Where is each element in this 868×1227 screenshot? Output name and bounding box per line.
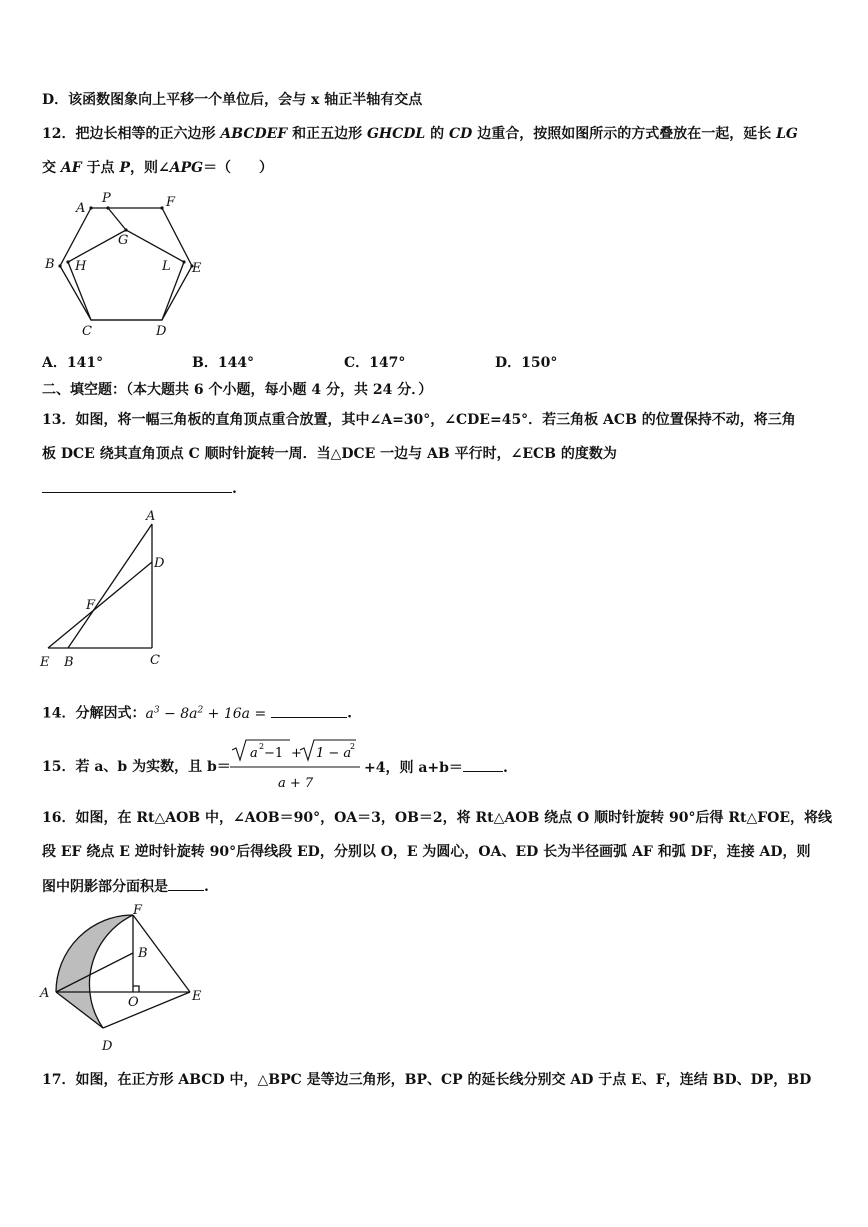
q16-arc-figure xyxy=(36,902,216,1058)
q14-mid: − 8a xyxy=(159,705,198,722)
label-d: D xyxy=(156,324,167,339)
q13-answer-blank[interactable] xyxy=(42,478,232,493)
q15-fraction xyxy=(230,738,362,796)
q15-radicals xyxy=(230,738,362,796)
q12-t11: 于点 xyxy=(81,160,120,176)
q12-option-b[interactable]: B．144° xyxy=(192,355,255,371)
q15-num-m1: −1 xyxy=(264,746,284,761)
q12-hexagon-pentagon-figure xyxy=(38,188,218,343)
label-d: D xyxy=(154,556,165,571)
q15-answer-blank[interactable] xyxy=(463,757,503,772)
q14-expression xyxy=(145,706,266,722)
q12-t14: APG xyxy=(169,160,204,176)
q12-t10: AF xyxy=(60,160,82,176)
label-h: H xyxy=(75,259,87,274)
q15-period: . xyxy=(502,760,508,776)
q16-text: 图中阴影部分面积是 xyxy=(42,879,168,895)
q16-line3 xyxy=(42,876,832,897)
q15-suffix: +4，则 a+b＝ xyxy=(364,760,463,776)
label-e: E xyxy=(192,989,202,1004)
label-f: F xyxy=(166,195,176,210)
q16-line1: 16．如图，在 Rt△AOB 中，∠AOB＝90°，OA＝3，OB＝2，将 Rt△AOB 绕点 O 顺时针旋转 90°后得 Rt△FOE，将线 xyxy=(42,810,833,826)
q12-t4: GHCDL xyxy=(366,126,426,142)
section-heading: 二、填空题：（本大题共 6 个小题，每小题 4 分，共 24 分．） xyxy=(42,382,433,398)
q12-text-line2 xyxy=(42,158,832,178)
q12-option-d[interactable]: D．150° xyxy=(495,355,558,371)
label-o: O xyxy=(128,995,139,1010)
q15-num-a: a xyxy=(250,746,258,761)
q12-t8: LG xyxy=(776,126,798,142)
q15-num-sup: 2 xyxy=(259,742,265,751)
q12-text-line1 xyxy=(42,124,832,144)
q12-t12: P xyxy=(119,160,130,176)
q12-t7: 边重合，按照如图所示的方式叠放在一起，延长 xyxy=(472,126,777,142)
q14-a: a xyxy=(145,705,154,722)
q12-t13: ，则∠ xyxy=(129,160,170,176)
q13-answer-line xyxy=(42,478,832,499)
label-f: F xyxy=(86,598,96,613)
q14-line xyxy=(42,700,832,724)
q12-t1: 12．把边长相等的正六边形 xyxy=(42,126,221,142)
label-d: D xyxy=(102,1039,113,1054)
q12-option-c[interactable]: C．147° xyxy=(344,355,406,371)
q14-period: . xyxy=(347,705,352,722)
q11-option-d: D．该函数图象向上平移一个单位后，会与 x 轴正半轴有交点 xyxy=(42,92,423,108)
label-p: P xyxy=(102,191,111,206)
q15-num-sup2: 2 xyxy=(350,742,356,751)
q13-line1: 13．如图，将一幅三角板的直角顶点重合放置，其中∠A=30°，∠CDE=45°．若三角板 ACB 的位置保持不动，将三角 xyxy=(42,412,796,428)
label-f: F xyxy=(133,903,143,918)
label-e: E xyxy=(192,261,202,276)
q12-option-a[interactable]: A．141° xyxy=(42,355,104,371)
q14-answer-blank[interactable] xyxy=(271,703,347,718)
q16-answer-blank[interactable] xyxy=(168,876,204,891)
q14-exp2: 2 xyxy=(197,705,204,715)
q13-line2: 板 DCE 绕其直角顶点 C 顺时针旋转一周．当△DCE 一边与 AB 平行时，∠ECB 的度数为 xyxy=(42,446,617,462)
label-l: L xyxy=(162,259,171,274)
q14-prefix: 14．分解因式： xyxy=(42,705,146,722)
q15-suffix-line xyxy=(364,757,664,778)
q12-t15: ＝（ ） xyxy=(203,160,274,176)
label-a: A xyxy=(40,986,50,1001)
q17-line1: 17．如图，在正方形 ABCD 中，△BPC 是等边三角形，BP、CP 的延长线分别交 AD 于点 E、F，连结 BD、DP，BD xyxy=(42,1072,812,1088)
q16-period: . xyxy=(204,879,209,895)
q15-num-plus: + xyxy=(291,746,302,761)
q12-t9: 交 xyxy=(42,160,61,176)
q12-options xyxy=(42,352,642,372)
label-c: C xyxy=(82,324,92,339)
q12-t6: CD xyxy=(449,126,473,142)
q12-t5: 的 xyxy=(425,126,450,142)
label-b: B xyxy=(138,946,148,961)
q12-t3: 和正五边形 xyxy=(287,126,367,142)
label-g: G xyxy=(118,233,129,248)
label-c: C xyxy=(150,653,160,668)
q14-exp3: 3 xyxy=(153,705,160,715)
label-b: B xyxy=(64,655,74,670)
q13-triangles-figure xyxy=(38,506,178,674)
q15-num-1ma: 1 − a xyxy=(316,746,352,761)
label-b: B xyxy=(45,257,55,272)
label-e: E xyxy=(40,655,50,670)
q14-end: + 16a = xyxy=(203,705,267,722)
q15-denominator: a + 7 xyxy=(278,776,314,791)
q16-line2: 段 EF 绕点 E 逆时针旋转 90°后得线段 ED，分别以 O，E 为圆心，OA、ED 长为半径画弧 AF 和弧 DF，连接 AD，则 xyxy=(42,844,811,860)
q12-t2: ABCDEF xyxy=(220,126,288,142)
q13-period: . xyxy=(232,481,237,497)
line-gp xyxy=(108,208,126,230)
label-a: A xyxy=(146,509,156,524)
q15-prefix: 15．若 a、b 为实数，且 b＝ xyxy=(42,759,231,775)
label-a: A xyxy=(76,201,86,216)
